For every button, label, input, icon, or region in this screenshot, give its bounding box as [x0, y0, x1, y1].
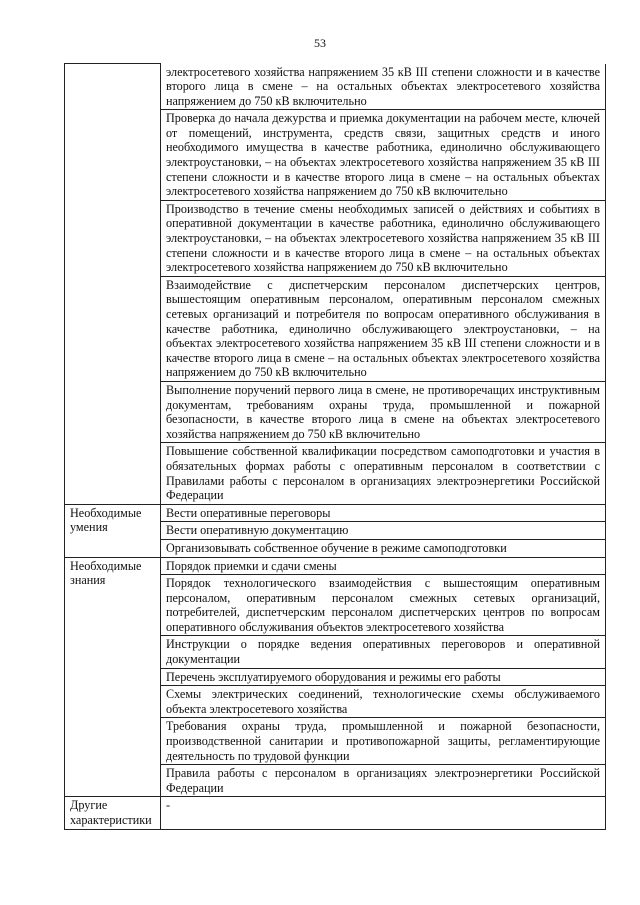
knowledge-item: Схемы электрических соединений, технологические схемы обслуживаемого объекта электросетевого хозяйства	[161, 686, 606, 718]
continuation-label-cell	[65, 64, 161, 505]
skill-item: Организовывать собственное обучение в режиме самоподготовки	[161, 539, 606, 557]
page-number: 53	[314, 36, 326, 50]
knowledge-item: Порядок технологического взаимодействия с вышестоящим оперативным персоналом, оперативным персоналом смежных сетевых организаций, потребителей, диспетчерским персоналом диспетчерских центров по вопросам оперативного обслуживания объектов электросетевого хозяйства	[161, 575, 606, 636]
table-row	[65, 797, 606, 829]
skills-label: Необходимые умения	[65, 504, 161, 557]
action-item: Выполнение поручений первого лица в смене, не противоречащих инструктивным документам, требованиям охраны труда, промышленной и пожарной безопасности, в качестве второго лица в смене на объектах электросетевого хозяйства напряжением до 750 кВ включительно	[161, 381, 606, 442]
table-row	[65, 504, 606, 522]
knowledge-item: Требования охраны труда, промышленной и пожарной безопасности, производственной санитарии и противопожарной защиты, регламентирующие деятельность по трудовой функции	[161, 718, 606, 765]
knowledge-label: Необходимые знания	[65, 557, 161, 797]
other-label: Другие характеристики	[65, 797, 161, 829]
knowledge-item: Порядок приемки и сдачи смены	[161, 557, 606, 575]
skill-item: Вести оперативную документацию	[161, 522, 606, 540]
knowledge-item: Перечень эксплуатируемого оборудования и режимы его работы	[161, 668, 606, 686]
action-item: электросетевого хозяйства напряжением 35 кВ III степени сложности и в качестве второго лица в смене – на остальных объектах электросетевого хозяйства напряжением до 750 кВ включительно	[161, 64, 606, 110]
table-row	[65, 557, 606, 575]
action-item: Производство в течение смены необходимых записей о действиях и событиях в оперативной документации в качестве работника, единолично обслуживающего электроустановки, – на объектах электросетевого хозяйства напряжением 35 кВ III степени сложности и в качестве второго лица в смене – на остальных объектах электросетевого хозяйства напряжением до 750 кВ включительно	[161, 200, 606, 276]
other-value: -	[161, 797, 606, 829]
labor-function-table	[64, 63, 606, 830]
action-item: Взаимодействие с диспетчерским персоналом диспетчерских центров, вышестоящим оперативным персоналом, оперативным персоналом смежных сетевых организаций и потребителя по вопросам оперативного обслуживания в качестве работника, единолично обслуживающего электроустановки, – на объектах электросетевого хозяйства напряжением 35 кВ III степени сложности и в качестве второго лица в смене – на остальных объектах электросетевого хозяйства напряжением до 750 кВ включительно	[161, 276, 606, 381]
action-item: Повышение собственной квалификации посредством самоподготовки и участия в обязательных формах работы с оперативным персоналом в соответствии с Правилами работы с персоналом в организациях электроэнергетики Российской Федерации	[161, 443, 606, 504]
action-item: Проверка до начала дежурства и приемка документации на рабочем месте, ключей от помещений, инструмента, средств связи, защитных средств и иного необходимого имущества в качестве работника, единолично обслуживающего электроустановки, – на объектах электросетевого хозяйства напряжением 35 кВ III степени сложности и в качестве второго лица в смене – на остальных объектах электросетевого хозяйства напряжением до 750 кВ включительно	[161, 110, 606, 201]
table-row	[65, 64, 606, 110]
knowledge-item: Инструкции о порядке ведения оперативных переговоров и оперативной документации	[161, 636, 606, 668]
skill-item: Вести оперативные переговоры	[161, 504, 606, 522]
knowledge-item: Правила работы с персоналом в организациях электроэнергетики Российской Федерации	[161, 765, 606, 797]
